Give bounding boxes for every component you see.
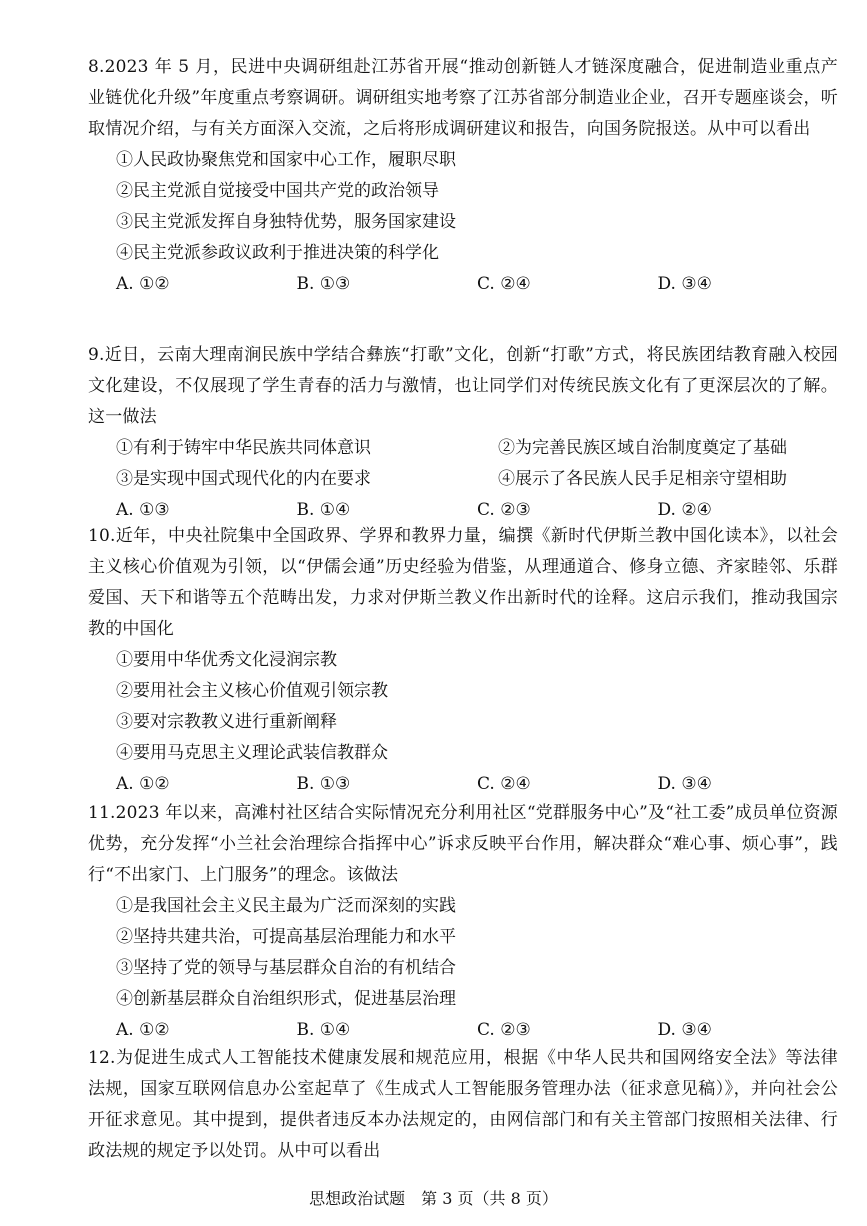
question-number: 9. bbox=[88, 345, 105, 365]
choice-c[interactable]: C. ②③ bbox=[477, 500, 531, 520]
choice-d[interactable]: D. ③④ bbox=[657, 1020, 712, 1040]
option-4: ④要用马克思主义理论武装信教群众 bbox=[116, 743, 388, 763]
option-3: ③要对宗教教义进行重新阐释 bbox=[116, 712, 337, 732]
option-4: ④民主党派参政议政利于推进决策的科学化 bbox=[116, 243, 439, 263]
option-4: ④展示了各民族人民手足相亲守望相助 bbox=[498, 469, 787, 489]
option-2: ②民主党派自觉接受中国共产党的政治领导 bbox=[116, 181, 439, 201]
option-1: ①人民政协聚焦党和国家中心工作，履职尽职 bbox=[116, 150, 456, 170]
question-stem: 近年，中央社院集中全国政界、学界和教界力量，编撰《新时代伊斯兰教中国化读本》，以社会主义核心价值观为引领，以“伊儒会通”历史经验为借鉴，从理通道合、修身立德、齐家睦邻、乐群爱国、天下和谐等五个范畴出发，力求对伊斯兰教义作出新时代的诠释。这启示我们，推动我国宗教的中国化 bbox=[88, 526, 838, 639]
option-3: ③是实现中国式现代化的内在要求 bbox=[116, 469, 371, 489]
answer-choices bbox=[88, 1015, 838, 1046]
choice-c[interactable]: C. ②③ bbox=[477, 1020, 531, 1040]
question-number: 11. bbox=[88, 803, 116, 823]
answer-choices bbox=[88, 269, 838, 300]
answer-choices bbox=[88, 769, 838, 800]
question-9 bbox=[88, 340, 838, 526]
option-3: ③坚持了党的领导与基层群众自治的有机结合 bbox=[116, 958, 456, 978]
question-stem: 2023 年以来，高滩村社区结合实际情况充分利用社区“党群服务中心”及“社工委”成员单位资源优势，充分发挥“小兰社会治理综合指挥中心”诉求反映平台作用，解决群众“难心事、烦心事”，践行“不出家门、上门服务”的理念。该做法 bbox=[88, 803, 838, 885]
choice-c[interactable]: C. ②④ bbox=[477, 274, 531, 294]
question-12 bbox=[88, 1043, 838, 1167]
choice-b[interactable]: B. ①④ bbox=[296, 500, 351, 520]
question-stem: 2023 年 5 月，民进中央调研组赴江苏省开展“推动创新链人才链深度融合，促进制造业重点产业链优化升级”年度重点考察调研。调研组实地考察了江苏省部分制造业企业，召开专题座谈会，听取情况介绍，与有关方面深入交流，之后将形成调研建议和报告，向国务院报送。从中可以看出 bbox=[88, 57, 838, 139]
option-4: ④创新基层群众自治组织形式，促进基层治理 bbox=[116, 989, 456, 1009]
question-stem: 近日，云南大理南涧民族中学结合彝族“打歌”文化，创新“打歌”方式，将民族团结教育融入校园文化建设，不仅展现了学生青春的活力与激情，也让同学们对传统民族文化有了更深层次的了解。这一做法 bbox=[88, 345, 838, 427]
option-1: ①是我国社会主义民主最为广泛而深刻的实践 bbox=[116, 896, 456, 916]
choice-d[interactable]: D. ③④ bbox=[657, 774, 712, 794]
page-footer: 思想政治试题 第 3 页（共 8 页） bbox=[309, 1189, 558, 1208]
choice-a[interactable]: A. ①② bbox=[116, 774, 170, 794]
choice-b[interactable]: B. ①③ bbox=[296, 774, 351, 794]
choice-a[interactable]: A. ①② bbox=[116, 1020, 170, 1040]
choice-d[interactable]: D. ②④ bbox=[657, 500, 712, 520]
question-11 bbox=[88, 798, 838, 1046]
choice-a[interactable]: A. ①③ bbox=[116, 500, 170, 520]
option-1: ①有利于铸牢中华民族共同体意识 bbox=[116, 438, 371, 458]
question-number: 8. bbox=[88, 57, 105, 77]
question-number: 10. bbox=[88, 526, 116, 546]
choice-a[interactable]: A. ①② bbox=[116, 274, 170, 294]
option-2: ②要用社会主义核心价值观引领宗教 bbox=[116, 681, 388, 701]
option-2: ②坚持共建共治，可提高基层治理能力和水平 bbox=[116, 927, 456, 947]
choice-b[interactable]: B. ①④ bbox=[296, 1020, 351, 1040]
choice-c[interactable]: C. ②④ bbox=[477, 774, 531, 794]
option-1: ①要用中华优秀文化浸润宗教 bbox=[116, 650, 337, 670]
option-2: ②为完善民族区域自治制度奠定了基础 bbox=[498, 438, 787, 458]
option-3: ③民主党派发挥自身独特优势，服务国家建设 bbox=[116, 212, 456, 232]
question-stem: 为促进生成式人工智能技术健康发展和规范应用，根据《中华人民共和国网络安全法》等法律法规，国家互联网信息办公室起草了《生成式人工智能服务管理办法（征求意见稿）》，并向社会公开征求意见。其中提到，提供者违反本办法规定的，由网信部门和有关主管部门按照相关法律、行政法规的规定予以处罚。从中可以看出 bbox=[88, 1048, 838, 1161]
choice-b[interactable]: B. ①③ bbox=[296, 274, 351, 294]
question-10 bbox=[88, 521, 838, 800]
question-8 bbox=[88, 52, 838, 300]
question-number: 12. bbox=[88, 1048, 116, 1068]
choice-d[interactable]: D. ③④ bbox=[657, 274, 712, 294]
